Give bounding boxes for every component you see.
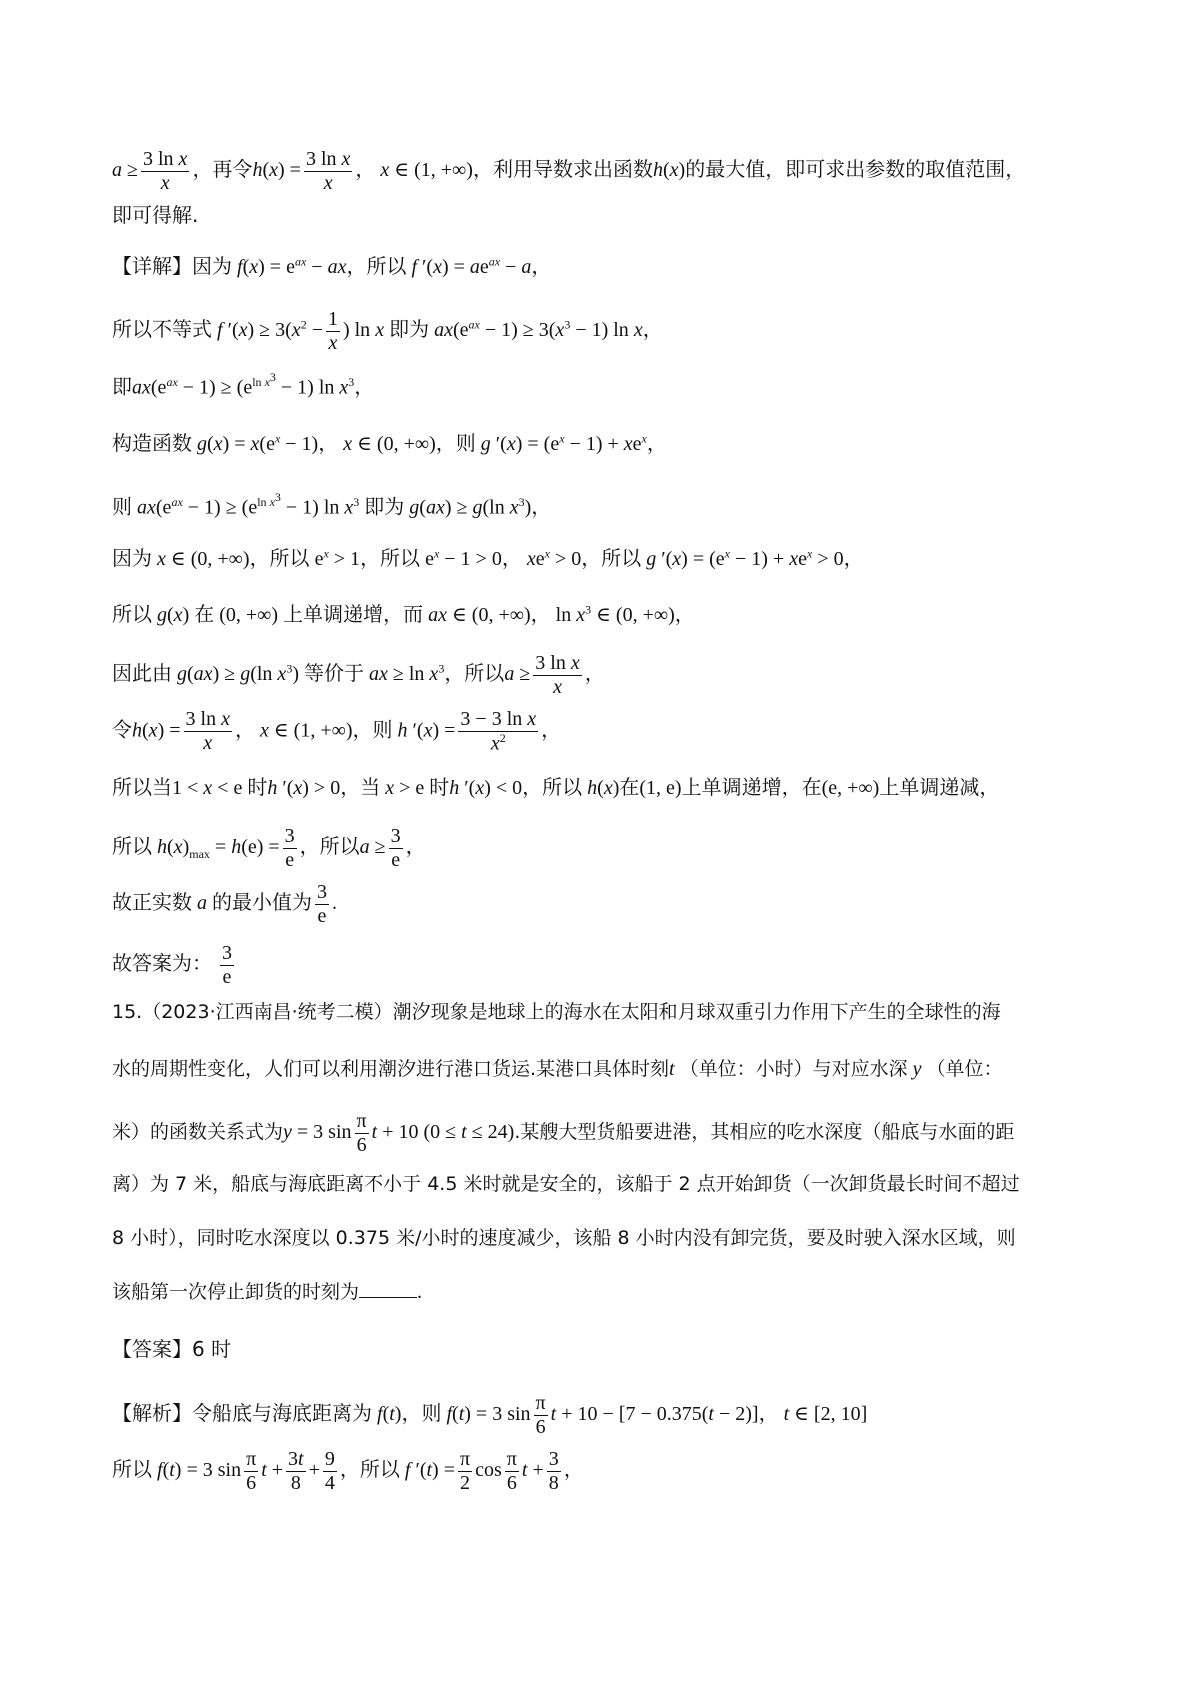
answer-blank	[359, 1283, 417, 1298]
text-line: a ≥ $\frac{\text{3 ln x}}{x}$ ，再令h(x) = $\frac{\text{3 ln x}}{x}$ ， x ∈ (1, +∞)，利用导数求出函数h(x)的最大值，即可求出参数的取值范围，	[112, 148, 1026, 194]
problem-text: 该船第一次停止卸货的时刻为 .	[112, 1281, 423, 1303]
text-line: 构造函数 $g(x) = x(e^x - 1)$， x ∈ (0, +∞)，则 g $'(x) = (e^x - 1) + xe^x$，	[112, 431, 667, 455]
problem-text: 米）的函数关系式为y = 3 sin $\frac{\pi}{6}$ t + 10 (0 ≤ t ≤ 24).某艘大型货船要进港，其相应的吃水深度（船底与水面的距	[112, 1110, 1015, 1156]
problem-text: 15.（2023·江西南昌·统考二模）潮汐现象是地球上的海水在太阳和月球双重引力作用下产生的全球性的海	[112, 1001, 1001, 1023]
text-line: 因此由 g(ax) ≥ g(ln $x^3$) 等价于 ax ≥ $\ln x^3$，所以a ≥ $\frac{\text{3 ln x}}{x}$ ，	[112, 652, 605, 698]
text-line: 所以当1 < x < e 时h ′(x) > 0，当 x > e 时h ′(x) < 0，所以 h(x)在(1, e)上单调递增，在(e, +∞)上单调递减，	[112, 775, 1000, 799]
analysis-line: 【解析】令船底与海底距离为 f(t)，则 f(t) = 3 sin $\frac{\pi}{6}$ t + 10 − [7 − 0.375(t − 2)]， t ∈ [2, 10]	[112, 1392, 868, 1438]
problem-text: 离）为 7 米，船底与海底距离不小于 4.5 米时就是安全的，该船于 2 点开始卸货（一次卸货最长时间不超过	[112, 1173, 1020, 1195]
text-line: 因为 x ∈ (0, +∞)，所以 $e^x > 1$，所以 $e^x - 1 > 0$， $xe^x > 0$，所以 g $'(x) = (e^x - 1) + xe^x > 0$，	[112, 546, 864, 570]
text-line: 所以 $h(x)_{max} = h(e)$ = $\frac{3}{e}$ ，所以a ≥ $\frac{3}{e}$ ，	[112, 825, 426, 871]
analysis-line: 所以 f(t) = 3 sin $\frac{\pi}{6}$ t + $\frac{3t}{8}$ + $\frac{9}{4}$ ，所以 f ′(t) = $\frac{\pi}{2}$ cos $\frac{\pi}{6}$ t + $\frac{3}{8}$ ，	[112, 1448, 584, 1494]
problem-text: 水的周期性变化，人们可以利用潮汐进行港口货运.某港口具体时刻t （单位：小时）与对应水深 y （单位：	[112, 1058, 1003, 1080]
text-line: 令h(x) = $\frac{\text{3 ln x}}{x}$ ， x ∈ (1, +∞)，则 h ′(x) = $\frac{\text{3 − 3 ln x}}{x^2}$ ，	[112, 708, 562, 755]
text-line: 故答案为： $\frac{3}{e}$	[112, 942, 232, 988]
answer-line: 【答案】6 时	[112, 1337, 232, 1361]
text-line: 所以不等式 f $'(x) \ge 3(x^2$ − $\frac{1}{x}$ ) ln x 即为 $ax(e^{ax} - 1) \ge 3(x^3 - 1)$ ln x，	[112, 308, 663, 354]
text-line: 则 $ax(e^{ax} - 1) \ge (e^{ln x^3} - 1)$ $\ln x^3$ 即为 g(ax) ≥ g(ln $x^3$)，	[112, 490, 552, 519]
text-line: 即可得解.	[112, 203, 199, 227]
text-line: 即$ax(e^{ax} - 1) \ge (e^{ln x^3} - 1)$ $\ln x^3$，	[112, 370, 375, 399]
text-line: 故正实数 a 的最小值为 $\frac{3}{e}$ .	[112, 881, 337, 927]
problem-text: 8 小时），同时吃水深度以 0.375 米/小时的速度减少，该船 8 小时内没有卸完货，要及时驶入深水区域，则	[112, 1227, 1016, 1249]
text-line: 所以 g(x) 在 (0, +∞) 上单调递增，而 ax ∈ (0, +∞)， $\ln x^3$ ∈ (0, +∞)，	[112, 602, 695, 626]
text-line: 【详解】因为 $f(x) = e^{ax}$ − ax，所以 f $'(x) = ae^{ax} - a$，	[112, 254, 552, 278]
